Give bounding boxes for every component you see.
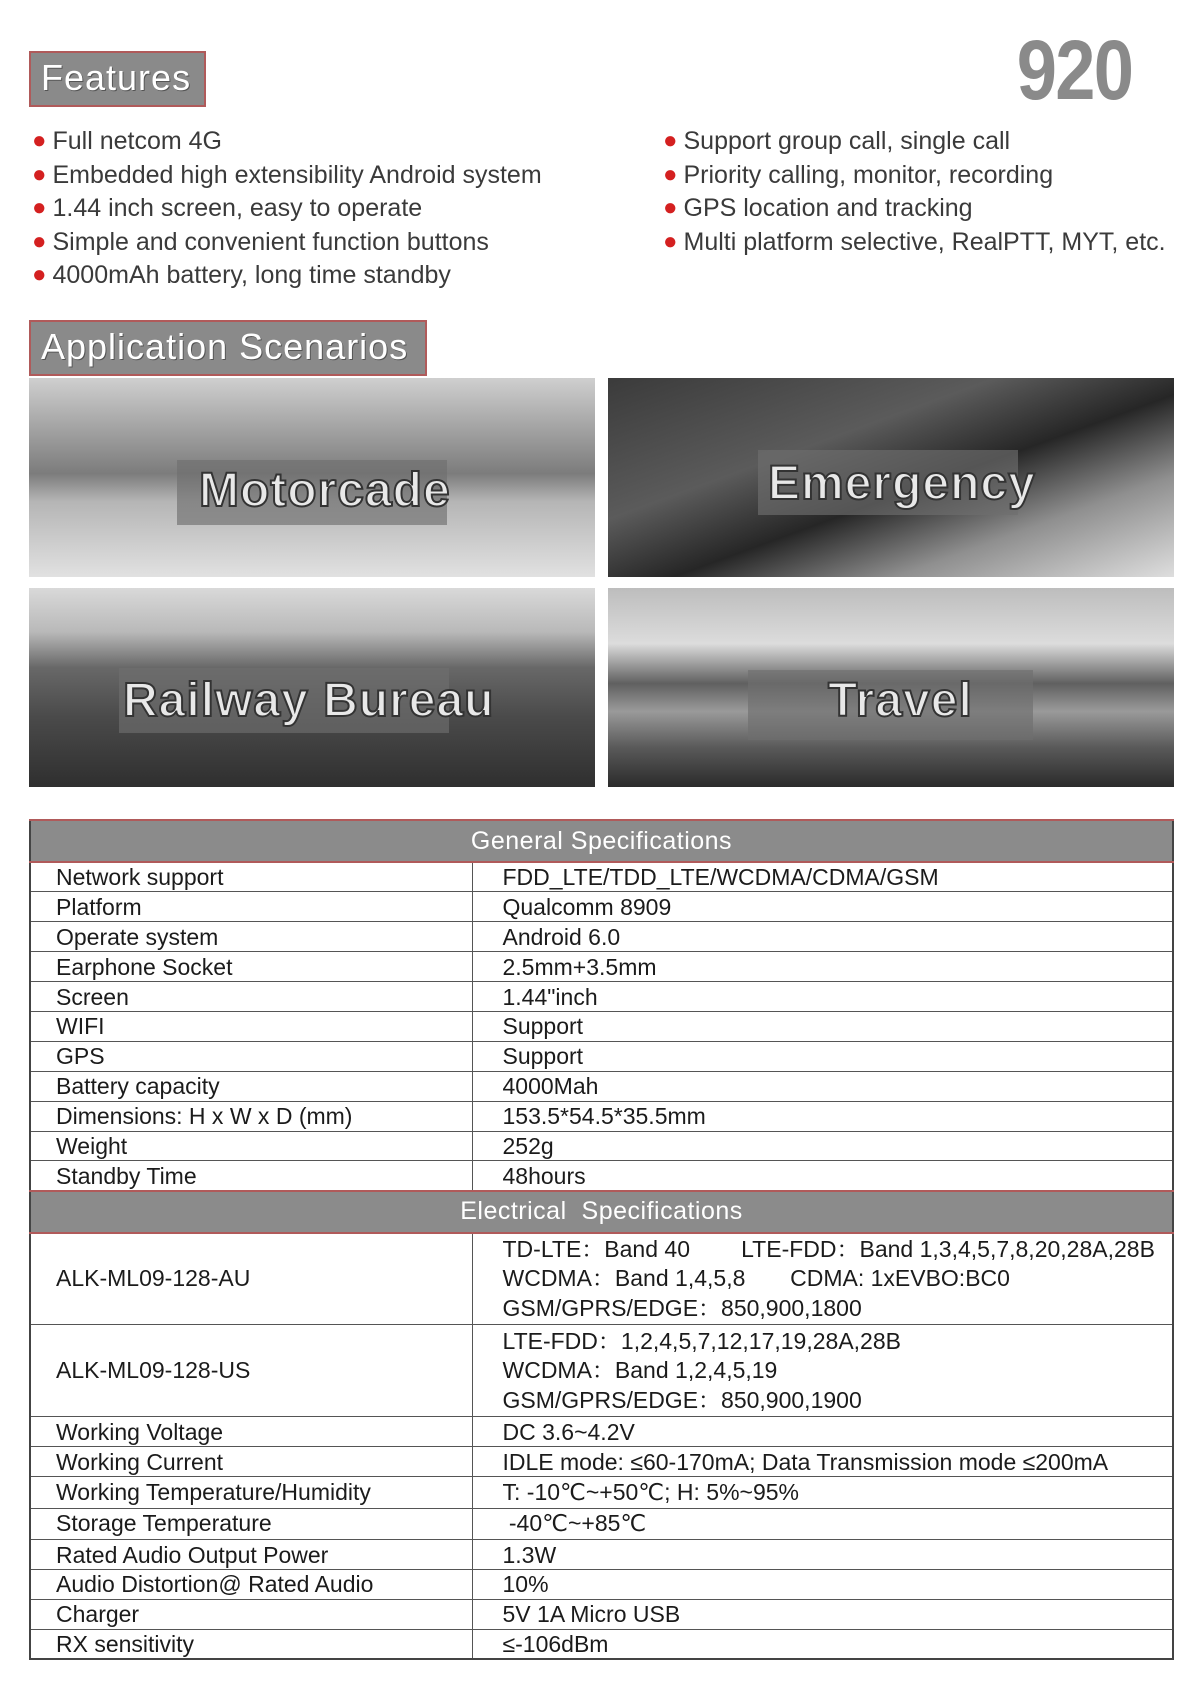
scene-motorcade-image [29, 378, 595, 577]
table-row: Storage Temperature -40℃~+85℃ [30, 1508, 1173, 1540]
bullet-icon: ● [32, 127, 47, 154]
feature-item: ● Full netcom 4G [32, 127, 223, 155]
bullet-icon: ● [663, 227, 678, 255]
table-row: Operate system Android 6.0 [30, 922, 1173, 952]
scene-travel-image [608, 588, 1174, 787]
table-row: Screen 1.44"inch [30, 982, 1173, 1012]
bullet-icon: ● [32, 227, 47, 255]
table-row: Working Voltage DC 3.6~4.2V [30, 1417, 1173, 1447]
table-row: ALK-ML09-128-AU TD-LTE：Band 40 LTE-FDD：Band 1,3,4,5,7,8,20,28A,28B WCDMA：Band 1,4,5,8 CDMA: 1xEVBO:BC0 GSM/GPRS/EDGE：850,900,1800 [30, 1233, 1173, 1325]
table-row: Rated Audio Output Power 1.3W [30, 1540, 1173, 1570]
bullet-icon: ● [32, 160, 47, 188]
electrical-specifications-header: Electrical Specifications [30, 1191, 1173, 1233]
bullet-icon: ● [663, 127, 678, 154]
table-row: Platform Qualcomm 8909 [30, 892, 1173, 922]
feature-item: ● 1.44 inch screen, easy to operate [32, 194, 423, 222]
feature-item: ● Multi platform selective, RealPTT, MYT, etc. [663, 227, 1166, 256]
features-list-left [32, 124, 542, 292]
application-scenarios-heading: Application Scenarios [29, 320, 427, 376]
specifications-table [29, 819, 1174, 1660]
feature-item: ● Priority calling, monitor, recording [663, 160, 1054, 189]
model-number: 920 [1016, 23, 1132, 117]
table-row: Weight 252g [30, 1131, 1173, 1161]
table-row: Standby Time 48hours [30, 1161, 1173, 1191]
table-row: Working Current IDLE mode: ≤60-170mA; Data Transmission mode ≤200mA [30, 1447, 1173, 1477]
feature-item: ● Simple and convenient function buttons [32, 227, 489, 256]
scene-caption: Railway Bureau [123, 674, 495, 727]
table-row: Battery capacity 4000Mah [30, 1071, 1173, 1101]
scene-caption: Travel [828, 674, 973, 727]
bullet-icon: ● [32, 261, 47, 288]
scene-caption: Emergency [768, 457, 1036, 510]
general-specifications-header: General Specifications [30, 820, 1173, 862]
table-row: GPS Support [30, 1041, 1173, 1071]
table-row: WIFI Support [30, 1011, 1173, 1041]
table-row: ALK-ML09-128-US LTE-FDD：1,2,4,5,7,12,17,19,28A,28B WCDMA：Band 1,2,4,5,19 GSM/GPRS/EDGE：850,900,1900 [30, 1325, 1173, 1417]
features-heading: Features [29, 51, 206, 107]
table-row: Earphone Socket 2.5mm+3.5mm [30, 952, 1173, 982]
scene-emergency-image [608, 378, 1174, 577]
table-row: RX sensitivity ≤-106dBm [30, 1629, 1173, 1659]
table-row: Audio Distortion@ Rated Audio 10% [30, 1569, 1173, 1599]
features-list-right [663, 124, 1166, 258]
bullet-icon: ● [663, 194, 678, 221]
feature-item: ● Support group call, single call [663, 127, 1011, 155]
scene-railway-image [29, 588, 595, 787]
table-row: Charger 5V 1A Micro USB [30, 1599, 1173, 1629]
table-row: Working Temperature/Humidity T: -10℃~+50℃; H: 5%~95% [30, 1477, 1173, 1509]
feature-item: ● 4000mAh battery, long time standby [32, 261, 451, 289]
table-row: Dimensions: H x W x D (mm) 153.5*54.5*35.5mm [30, 1101, 1173, 1131]
bullet-icon: ● [663, 160, 678, 188]
feature-item: ● Embedded high extensibility Android system [32, 160, 542, 189]
table-row: Network support FDD_LTE/TDD_LTE/WCDMA/CDMA/GSM [30, 862, 1173, 892]
bullet-icon: ● [32, 194, 47, 221]
scene-caption: Motorcade [199, 464, 451, 517]
feature-item: ● GPS location and tracking [663, 194, 973, 222]
